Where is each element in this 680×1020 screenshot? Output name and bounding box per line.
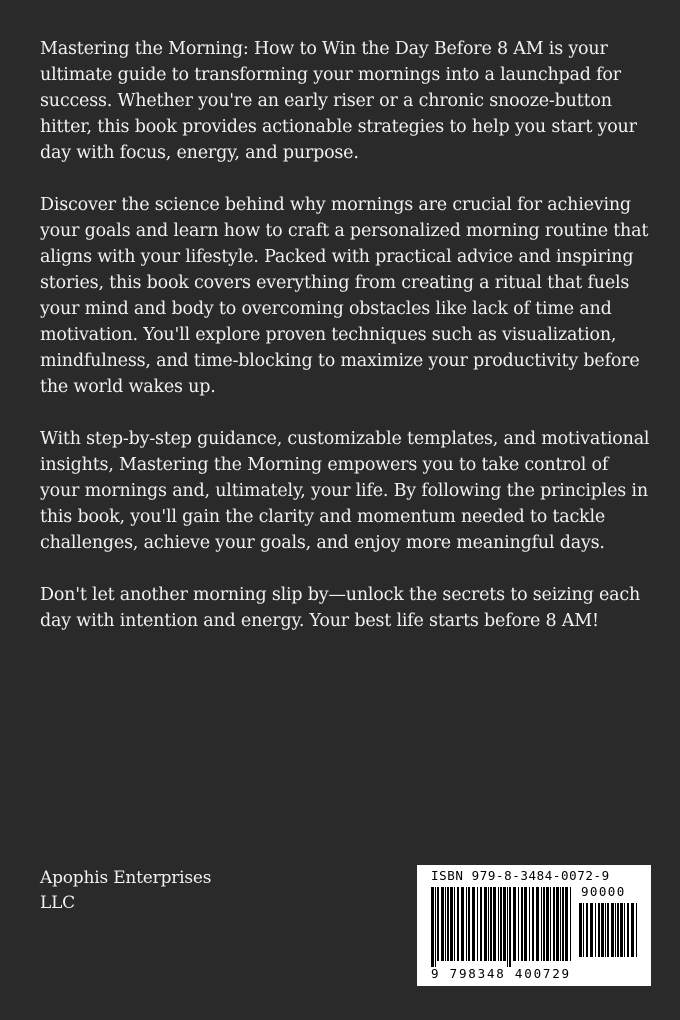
barcode-bar <box>472 887 475 961</box>
barcode-bar <box>611 903 614 957</box>
barcode-bar <box>556 887 559 961</box>
barcode-bar <box>617 903 619 957</box>
publisher-name <box>40 866 260 916</box>
description-paragraph-3: With step-by-step guidance, customizable templates, and motivational insights, Mastering the Morning empowers you to take control of your mornings and, ultimately, your life. By following the principles in this book, you'll gain the clarity and momentum needed to tackle challenges, achieve your goals, and enjoy more meaningful days. <box>40 429 650 553</box>
barcode-bar <box>636 903 637 957</box>
barcode-bar <box>546 887 549 961</box>
barcode-bar <box>445 887 446 961</box>
barcode-bar <box>598 903 600 957</box>
barcode-bar <box>607 903 609 957</box>
barcode-bar <box>509 887 511 967</box>
barcode-bar <box>461 887 464 961</box>
barcode-bar <box>560 887 561 961</box>
barcode-bar <box>521 887 523 961</box>
barcode-bar <box>484 887 487 961</box>
isbn-label: ISBN 979-8-3484-0072-9 <box>431 868 610 883</box>
barcode-bar <box>503 887 506 961</box>
barcode-bar <box>541 887 542 961</box>
barcode-bar <box>570 887 571 961</box>
barcode-bar <box>493 887 496 961</box>
addon-barcode-bars <box>579 903 639 967</box>
description-paragraph-1: Mastering the Morning: How to Win the Day Before 8 AM is your ultimate guide to transforming your mornings into a launchpad for success. Whether you're an early riser or a chronic snooze-button hitter, this book provides actionable strategies to help you start your day with focus, energy, and purpose. <box>40 39 637 163</box>
barcode-bar <box>518 887 519 961</box>
barcode-bar <box>529 887 530 961</box>
barcode-bar <box>513 887 516 961</box>
barcode-bar <box>620 903 623 957</box>
barcode-bar <box>536 887 539 961</box>
barcode-bar <box>477 887 478 961</box>
barcode-bar <box>579 903 582 957</box>
publisher-line-2: LLC <box>40 893 75 913</box>
barcode-bar <box>454 887 455 961</box>
barcode-bar <box>490 887 492 961</box>
barcode-bar <box>550 887 551 961</box>
barcode-bar <box>543 887 545 961</box>
barcode-bar <box>498 887 499 961</box>
barcode-bar <box>468 887 470 961</box>
barcode-bar <box>441 887 444 961</box>
barcode-bar <box>562 887 564 961</box>
ean-barcode-bars <box>431 887 571 967</box>
barcode-bar <box>457 887 459 961</box>
isbn-barcode <box>417 865 651 986</box>
barcode-bar <box>447 887 449 961</box>
barcode-bar <box>488 887 489 961</box>
barcode-bar <box>583 903 584 957</box>
barcode-bar <box>466 887 467 961</box>
barcode-bar <box>532 887 534 961</box>
barcode-bar <box>605 903 606 957</box>
barcode-bar <box>507 887 508 967</box>
barcode-bar <box>437 887 439 961</box>
price-addon-digits: 90000 <box>581 884 626 899</box>
barcode-bar <box>631 903 634 957</box>
barcode-bar <box>480 887 482 961</box>
ean-digits: 9 798348 400729 <box>431 966 571 981</box>
barcode-bar <box>627 903 629 957</box>
barcode-bar <box>450 887 453 961</box>
barcode-bar <box>624 903 625 957</box>
publisher-line-1: Apophis Enterprises <box>40 868 212 888</box>
description-paragraph-4: Don't let another morning slip by—unlock the secrets to seizing each day with intention and energy. Your best life starts before 8 AM! <box>40 585 641 631</box>
barcode-bar <box>524 887 527 961</box>
barcode-bar <box>595 903 596 957</box>
barcode-bar <box>615 903 616 957</box>
barcode-bar <box>565 887 568 961</box>
barcode-bar <box>590 903 593 957</box>
barcode-bar <box>601 903 604 957</box>
barcode-bar <box>431 887 434 967</box>
description-paragraph-2: Discover the science behind why mornings are crucial for achieving your goals and learn how to craft a personalized morning routine that aligns with your lifestyle. Packed with practical advice and inspiring stories, this book covers everything from creating a ritual that fuels your mind and body to overcoming obstacles like lack of time and motivation. You'll explore proven techniques such as visualization, mindfulness, and time-blocking to maximize your productivity before the world wakes up. <box>40 195 649 397</box>
barcode-bar <box>500 887 502 961</box>
barcode-bar <box>586 903 588 957</box>
book-description <box>40 36 650 660</box>
barcode-bar <box>553 887 555 961</box>
barcode-bar <box>435 887 436 967</box>
